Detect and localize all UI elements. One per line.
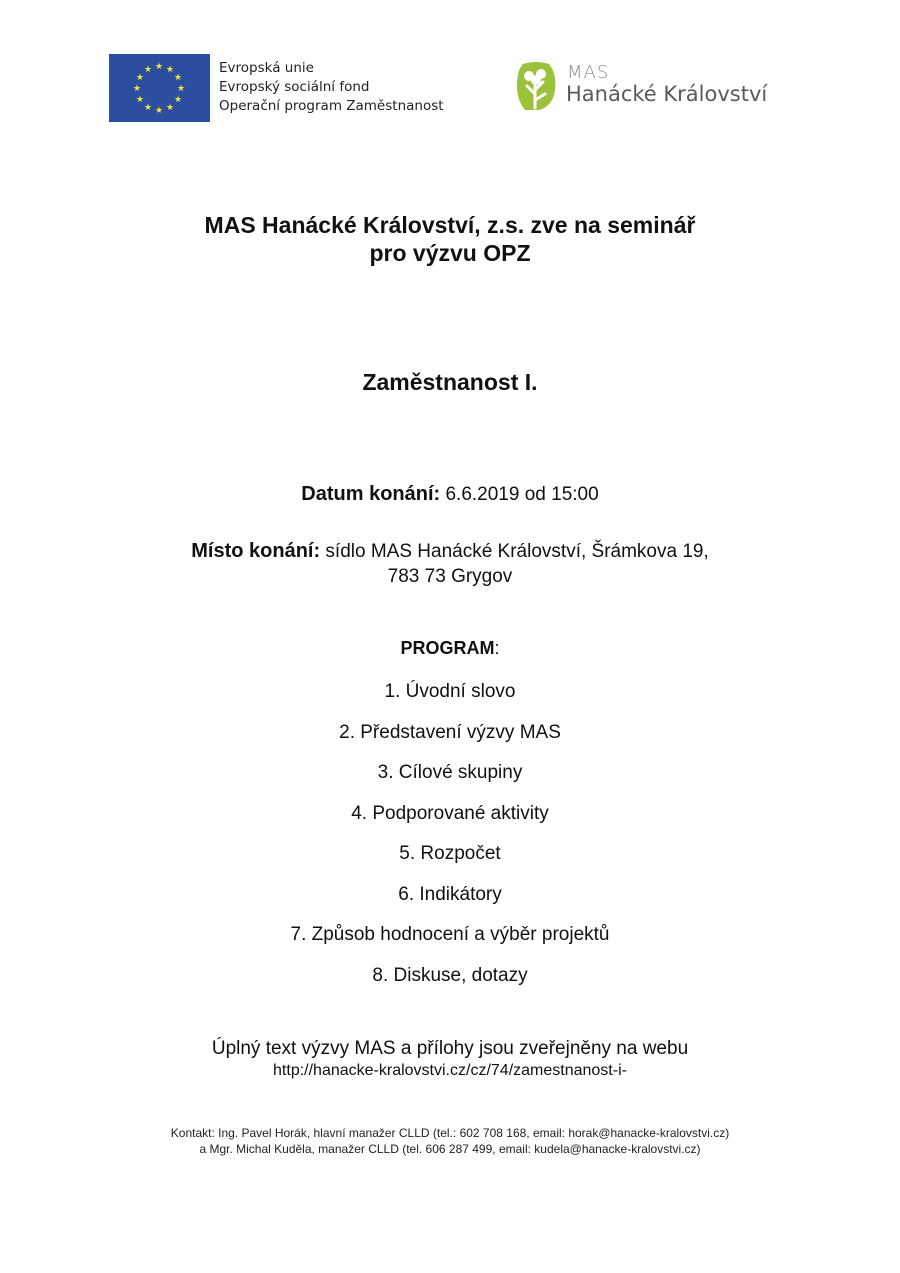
eu-line-3: Operační program Zaměstnanost — [219, 98, 444, 114]
oak-leaf-logo-icon — [515, 60, 557, 112]
eu-line-2: Evropský sociální fond — [219, 79, 370, 95]
date-value: 6.6.2019 od 15:00 — [445, 484, 599, 505]
contact-line-2: a Mgr. Michal Kuděla, manažer CLLD (tel. 606 287 499, email: kudela@hanacke-kralovstvi.cz) — [199, 1142, 701, 1156]
eu-star-icon: ★ — [154, 105, 164, 115]
program-item: 4. Podporované aktivity — [351, 803, 549, 824]
place-label: Místo konání: — [191, 540, 321, 562]
program-heading — [0, 638, 900, 659]
place-value-line-1: sídlo MAS Hanácké Království, Šrámkova 19, — [325, 541, 709, 562]
eu-star-icon: ★ — [132, 83, 142, 93]
eu-star-icon: ★ — [135, 94, 144, 104]
contact-line-1: Kontakt: Ing. Pavel Horák, hlavní manažer CLLD (tel.: 602 708 168, email: horak@hanacke-kralovstvi.cz) — [170, 1126, 730, 1140]
eu-star-icon: ★ — [165, 63, 175, 74]
contact-info — [0, 1125, 900, 1157]
eu-star-icon: ★ — [174, 94, 183, 104]
program-item: 3. Cílové skupiny — [377, 762, 523, 783]
eu-logo-text — [219, 59, 444, 116]
eu-star-icon: ★ — [143, 63, 153, 74]
place-value-line-2: 783 73 Grygov — [387, 566, 513, 587]
title-line-2: pro výzvu OPZ — [369, 240, 531, 266]
eu-star-icon: ★ — [154, 61, 164, 71]
mas-logo-small-text: MAS — [567, 62, 610, 83]
eu-star-icon: ★ — [143, 102, 153, 113]
eu-line-1: Evropská unie — [219, 60, 314, 76]
eu-flag-logo — [109, 54, 210, 122]
invitation-title — [0, 211, 900, 267]
program-item: 5. Rozpočet — [399, 843, 501, 864]
program-item: 8. Diskuse, dotazy — [372, 965, 528, 986]
seminar-subtitle: Zaměstnanost I. — [362, 369, 538, 395]
program-item: 1. Úvodní slovo — [384, 681, 516, 702]
mas-logo-name: Hanácké Království — [566, 82, 768, 106]
program-heading-text: PROGRAM — [400, 638, 495, 658]
eu-stars-icon — [109, 54, 210, 122]
program-item: 2. Představení výzvy MAS — [339, 722, 561, 743]
call-url-link[interactable]: http://hanacke-kralovstvi.cz/cz/74/zamestnanost-i- — [273, 1062, 627, 1079]
eu-star-icon: ★ — [165, 102, 175, 113]
program-item: 7. Způsob hodnocení a výběr projektů — [290, 924, 610, 945]
title-line-1: MAS Hanácké Království, z.s. zve na seminář — [204, 212, 696, 238]
date-label: Datum konání: — [301, 483, 441, 505]
eu-star-icon: ★ — [174, 72, 183, 82]
web-note: Úplný text výzvy MAS a přílohy jsou zveřejněny na webu — [211, 1038, 689, 1059]
eu-star-icon: ★ — [135, 72, 144, 82]
date-row — [0, 482, 900, 507]
program-heading-colon: : — [494, 638, 500, 658]
place-row — [0, 539, 900, 589]
eu-star-icon: ★ — [176, 83, 186, 93]
program-item: 6. Indikátory — [398, 884, 502, 905]
